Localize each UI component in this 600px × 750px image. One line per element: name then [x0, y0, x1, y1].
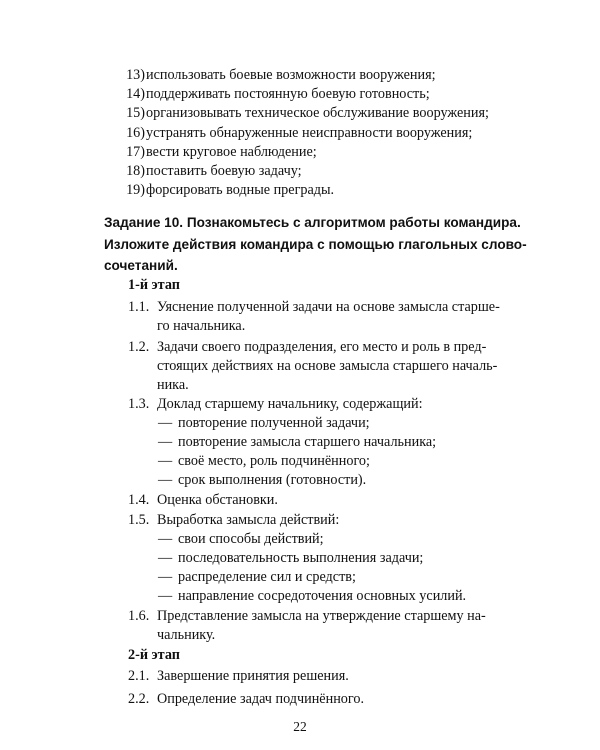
list-item: 13)использовать боевые возможности вооружения;	[126, 67, 436, 83]
stage-1-item-4: 1.4. Оценка обстановки.	[128, 492, 278, 508]
stage-1-item-1: 1.1. Уяснение полученной задачи на основе замысла старше-	[128, 299, 500, 315]
stage-1-item-5-sub: — направление сосредоточения основных усилий.	[158, 588, 467, 604]
stage-1-item-3: 1.3. Доклад старшему начальнику, содержащий:	[128, 396, 423, 412]
task-line: Изложите действия командира с помощью глагольных слово-	[104, 236, 527, 252]
stage-2-item-1: 2.1. Завершение принятия решения.	[128, 668, 349, 684]
list-item: 16)устранять обнаруженные неисправности вооружения;	[126, 124, 473, 141]
stage-1-item-3-sub: — повторение полученной задачи;	[158, 415, 370, 431]
task-line: Задание 10. Познакомьтесь с алгоритмом работы командира.	[104, 215, 521, 230]
stage-1-item-5-sub: — последовательность выполнения задачи;	[158, 550, 424, 566]
task-line: сочетаний.	[104, 258, 178, 273]
stage-1-item-3-sub: — срок выполнения (готовности).	[158, 472, 367, 488]
stage-1-item-2: 1.2. Задачи своего подразделения, его место и роль в пред-	[128, 339, 487, 355]
stage-1-item-6-cont: чальнику.	[157, 627, 216, 643]
stage-1-item-6: 1.6. Представление замысла на утверждение старшему на-	[128, 608, 486, 624]
stage-1-item-5: 1.5. Выработка замысла действий:	[128, 512, 340, 528]
stage-1-item-5-sub: — свои способы действий;	[158, 531, 324, 547]
list-item: 19)форсировать водные преграды.	[126, 182, 335, 199]
stage-1-item-2-cont: ника.	[157, 377, 189, 393]
stage-2-title: 2-й этап	[128, 647, 180, 663]
list-item: 17)вести круговое наблюдение;	[126, 143, 317, 160]
list-item: 15)организовывать техническое обслуживание вооружения;	[126, 105, 489, 122]
stage-1-item-1-cont: го начальника.	[157, 318, 246, 334]
task-heading	[104, 212, 527, 277]
page-number: 22	[293, 719, 307, 734]
top-numbered-list	[118, 66, 489, 200]
stage-1-item-3-sub: — повторение замысла старшего начальника;	[158, 434, 437, 450]
stage-2-item-2: 2.2. Определение задач подчинённого.	[128, 691, 364, 707]
stage-1-title: 1-й этап	[128, 277, 180, 293]
list-item: 18)поставить боевую задачу;	[126, 162, 302, 179]
stage-1-item-2-cont: стоящих действиях на основе замысла старшего началь-	[157, 358, 498, 374]
stage-1-item-3-sub: — своё место, роль подчинённого;	[158, 453, 370, 469]
stage-1-item-5-sub: — распределение сил и средств;	[158, 569, 356, 585]
list-item: 14)поддерживать постоянную боевую готовность;	[126, 86, 430, 103]
